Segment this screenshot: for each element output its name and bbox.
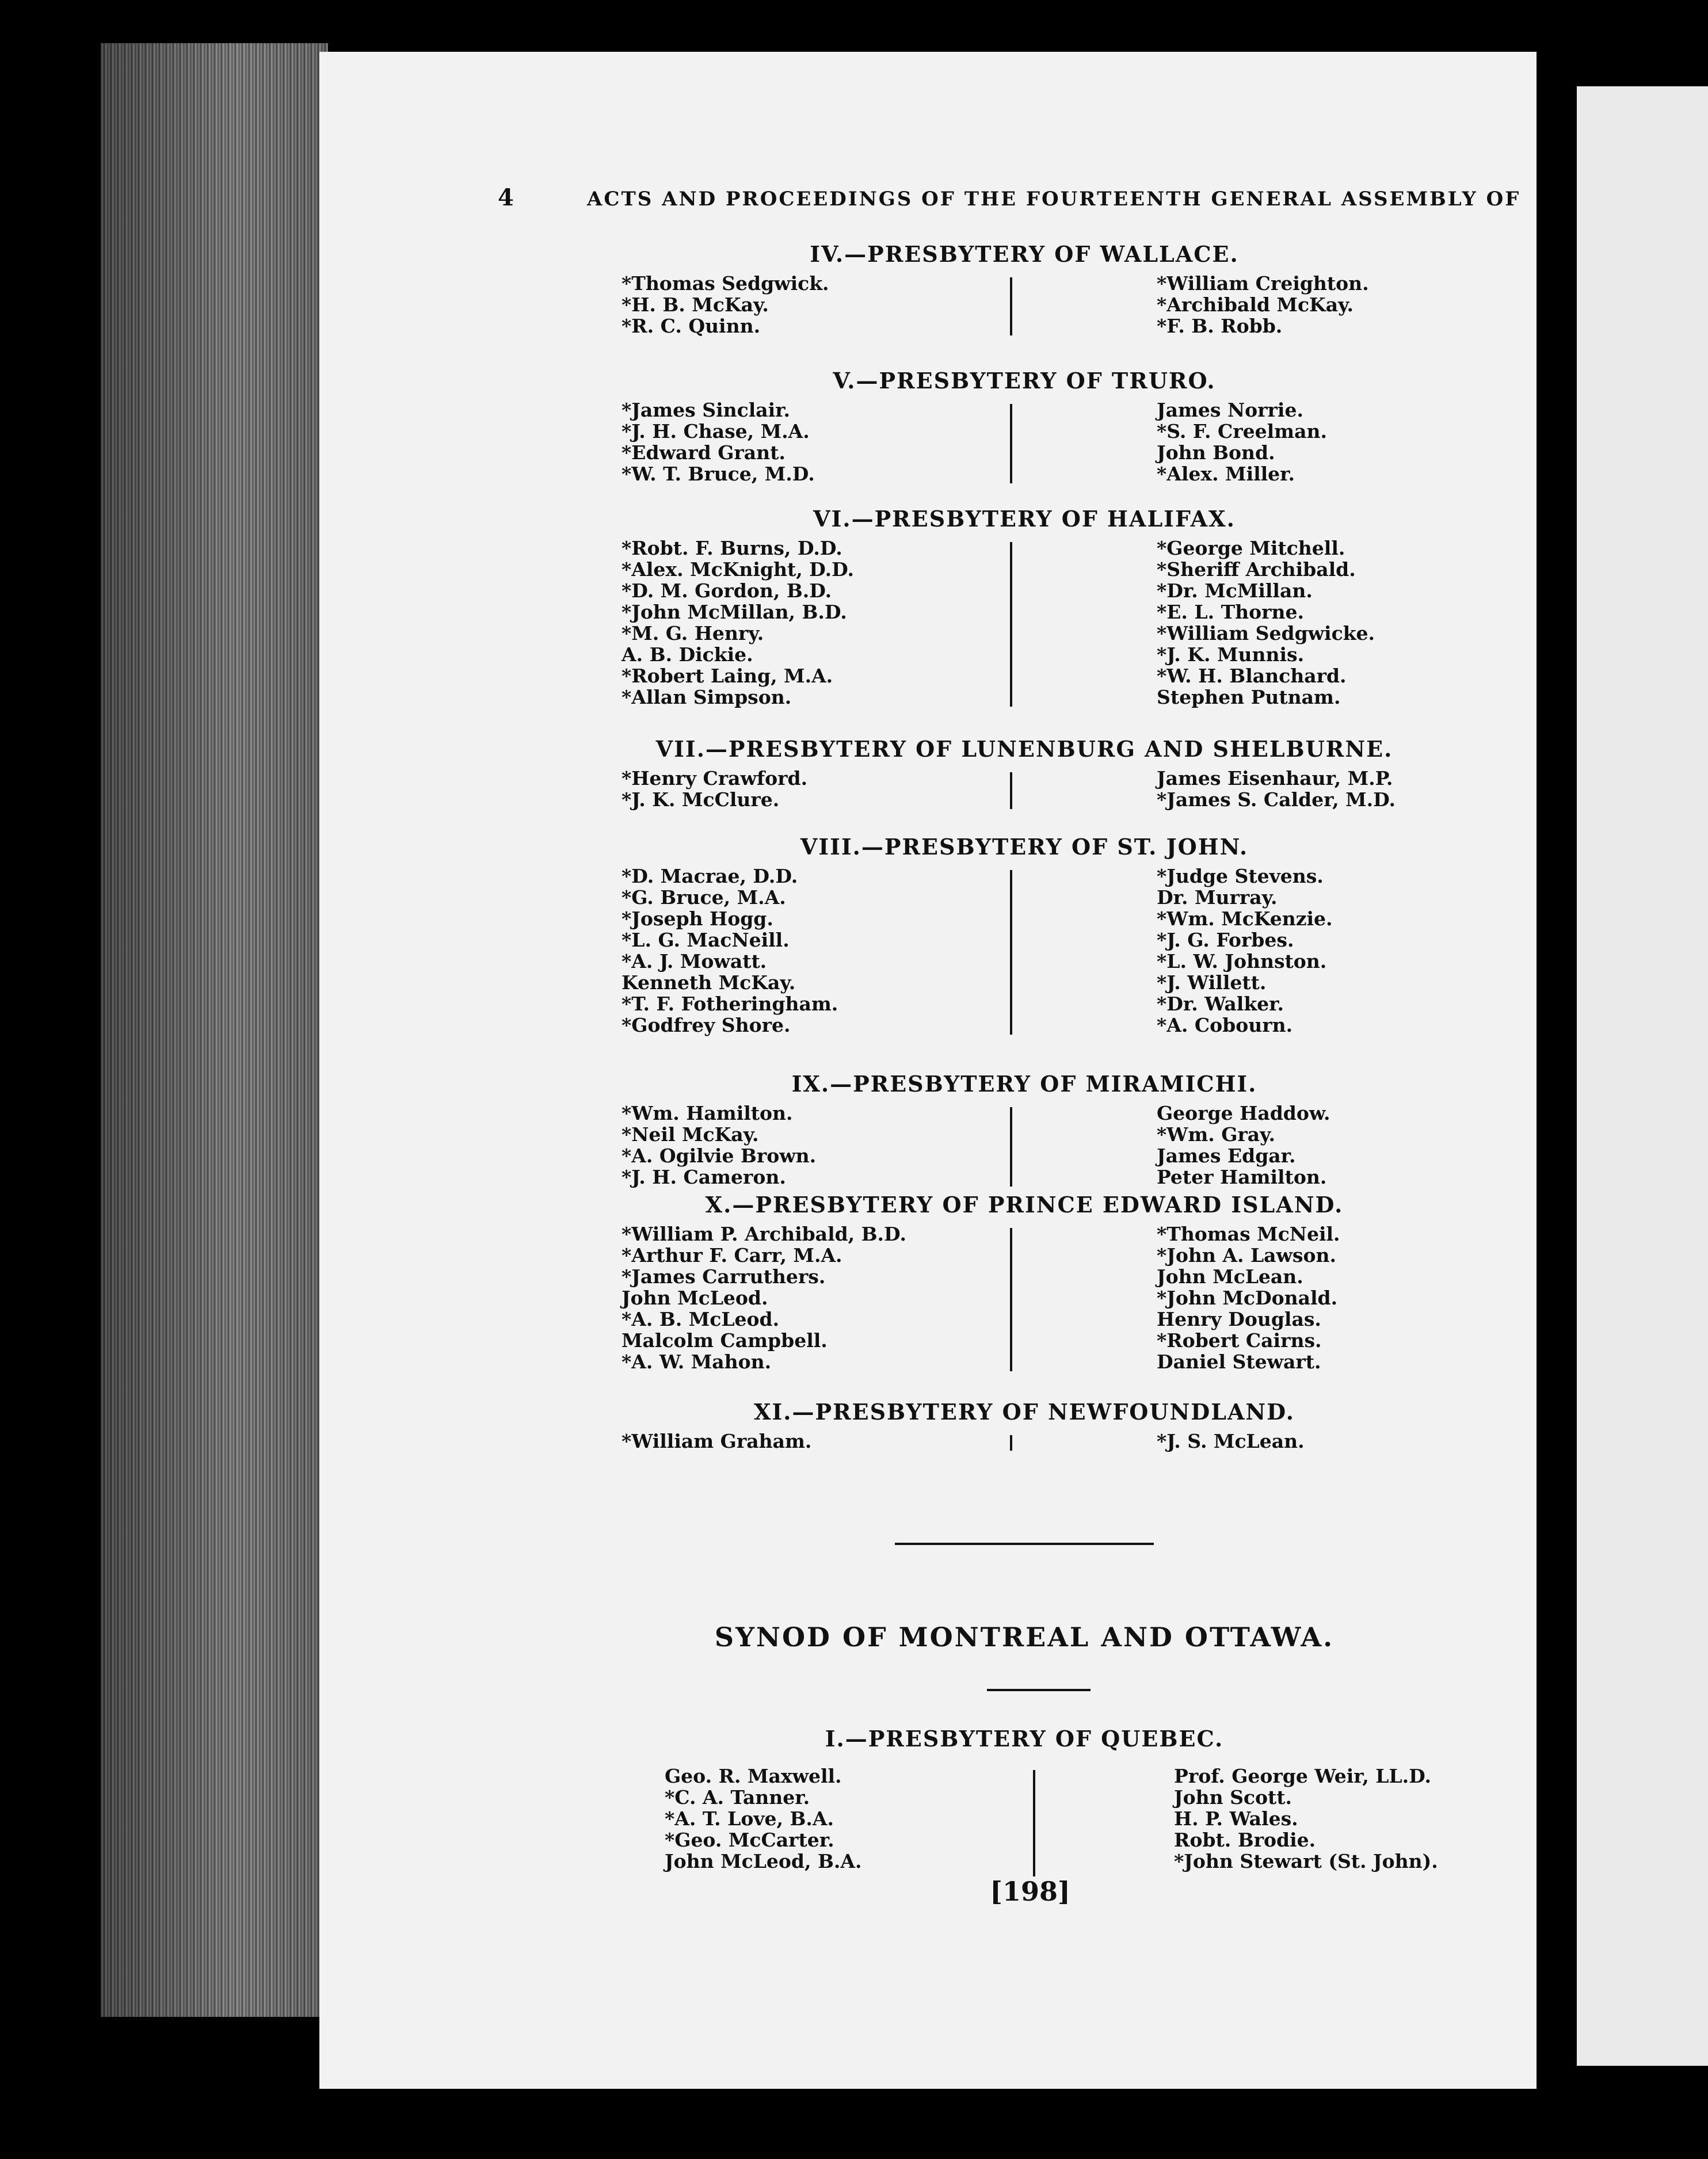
delegate-name: *John Stewart (St. John). — [1174, 1850, 1438, 1872]
delegates-right-column — [1157, 537, 1375, 708]
delegate-name: George Haddow. — [1157, 1102, 1330, 1124]
delegates-left-column — [622, 1431, 811, 1452]
presbytery-section — [622, 241, 1427, 337]
delegate-name: *J. H. Chase, M.A. — [622, 420, 810, 443]
column-divider — [1010, 1435, 1012, 1451]
delegate-name: *William Graham. — [622, 1430, 812, 1452]
presbytery-title: I.—PRESBYTERY OF QUEBEC. — [825, 1726, 1224, 1752]
column-divider — [1010, 1228, 1012, 1371]
delegate-name: *James S. Calder, M.D. — [1157, 788, 1396, 811]
synod-rule — [987, 1689, 1091, 1691]
page-number: 4 — [498, 184, 516, 211]
presbytery-section — [622, 1191, 1427, 1373]
delegate-name: Malcolm Campbell. — [622, 1329, 828, 1352]
delegate-name: *Alex. McKnight, D.D. — [622, 558, 855, 581]
delegates-right-column — [1157, 768, 1396, 810]
delegates-right-column — [1157, 1223, 1340, 1372]
delegate-name: *J. K. McClure. — [622, 788, 780, 811]
delegate-name: James Norrie. — [1157, 399, 1303, 421]
delegate-name: *Thomas McNeil. — [1157, 1223, 1340, 1245]
delegate-name: *R. C. Quinn. — [622, 315, 761, 337]
delegate-name: *M. G. Henry. — [622, 622, 764, 644]
delegate-name: *Arthur F. Carr, M.A. — [622, 1244, 842, 1267]
presbytery-title: VII.—PRESBYTERY OF LUNENBURG AND SHELBURNE. — [655, 736, 1393, 762]
delegates-right-column — [1157, 273, 1369, 337]
delegate-name: *W. T. Bruce, M.D. — [622, 463, 815, 485]
delegate-name: Daniel Stewart. — [1157, 1351, 1321, 1373]
delegate-name: *Judge Stevens. — [1157, 865, 1324, 887]
presbytery-title: XI.—PRESBYTERY OF NEWFOUNDLAND. — [754, 1399, 1295, 1425]
delegates-left-column — [622, 865, 838, 1036]
presbytery-title: VIII.—PRESBYTERY OF ST. JOHN. — [800, 834, 1249, 860]
delegates-left-column — [622, 768, 807, 810]
delegate-name: *Neil McKay. — [622, 1123, 759, 1146]
delegate-name: *J. K. Munnis. — [1157, 643, 1305, 666]
presbytery-title: VI.—PRESBYTERY OF HALIFAX. — [813, 506, 1236, 532]
delegate-name: *J. G. Forbes. — [1157, 929, 1294, 951]
column-divider — [1010, 870, 1012, 1035]
presbytery-section — [622, 1398, 1427, 1452]
delegate-name: Kenneth McKay. — [622, 971, 796, 994]
delegate-name: John McLeod. — [622, 1287, 768, 1309]
delegate-name: John McLean. — [1157, 1265, 1303, 1288]
delegate-name: *James Carruthers. — [622, 1265, 826, 1288]
delegate-name: *Godfrey Shore. — [622, 1014, 791, 1036]
delegate-name: *A. Cobourn. — [1157, 1014, 1293, 1036]
column-divider — [1033, 1770, 1035, 1876]
presbytery-section — [622, 1070, 1427, 1188]
delegates-right-column — [1157, 1103, 1330, 1188]
delegates-left-column — [622, 1103, 816, 1188]
delegate-name: *J. S. McLean. — [1157, 1430, 1305, 1452]
folio-number: [198] — [990, 1876, 1070, 1907]
synod-title: SYNOD OF MONTREAL AND OTTAWA. — [714, 1622, 1335, 1653]
delegate-name: John Bond. — [1157, 441, 1275, 464]
delegate-name: *Henry Crawford. — [622, 767, 808, 789]
delegate-name: *Alex. Miller. — [1157, 463, 1295, 485]
delegate-name: *A. B. McLeod. — [622, 1308, 780, 1330]
delegate-name: *J. Willett. — [1157, 971, 1267, 994]
running-head — [498, 184, 1521, 219]
delegate-name: Geo. R. Maxwell. — [665, 1765, 842, 1787]
delegates-right-column — [1157, 1431, 1305, 1452]
delegate-name: *John A. Lawson. — [1157, 1244, 1337, 1267]
delegate-name: Prof. George Weir, LL.D. — [1174, 1765, 1432, 1787]
delegate-name: *C. A. Tanner. — [665, 1786, 810, 1809]
delegates-left-column — [622, 273, 829, 337]
delegates-right-column — [1174, 1765, 1438, 1872]
column-divider — [1010, 1107, 1012, 1187]
delegates-left-column — [622, 1223, 906, 1372]
delegate-name: *G. Bruce, M.A. — [622, 886, 786, 909]
presbytery-section — [622, 367, 1427, 485]
delegate-name: *Dr. McMillan. — [1157, 579, 1313, 602]
delegate-name: *A. W. Mahon. — [622, 1351, 772, 1373]
delegate-name: *William Creighton. — [1157, 272, 1369, 295]
delegate-name: H. P. Wales. — [1174, 1807, 1298, 1830]
presbytery-section — [622, 735, 1427, 811]
delegate-name: Henry Douglas. — [1157, 1308, 1321, 1330]
delegate-name: *A. T. Love, B.A. — [665, 1807, 834, 1830]
presbytery-quebec — [622, 1725, 1438, 1872]
presbytery-section — [622, 833, 1427, 1036]
delegate-name: *James Sinclair. — [622, 399, 790, 421]
presbytery-title: V.—PRESBYTERY OF TRURO. — [833, 368, 1216, 394]
delegate-name: Stephen Putnam. — [1157, 686, 1341, 708]
delegate-name: *George Mitchell. — [1157, 537, 1345, 559]
delegate-name: *D. M. Gordon, B.D. — [622, 579, 832, 602]
delegate-name: *Wm. McKenzie. — [1157, 907, 1333, 930]
delegate-name: A. B. Dickie. — [622, 643, 753, 666]
book-page-edges — [101, 43, 328, 2017]
delegate-name: *Archibald McKay. — [1157, 293, 1354, 316]
delegate-name: *Wm. Hamilton. — [622, 1102, 793, 1124]
delegate-name: *T. F. Fotheringham. — [622, 993, 838, 1015]
delegate-name: *A. Ogilvie Brown. — [622, 1145, 817, 1167]
delegates-left-column — [622, 399, 815, 485]
delegate-name: *John McMillan, B.D. — [622, 601, 847, 623]
delegate-name: *William P. Archibald, B.D. — [622, 1223, 906, 1245]
delegate-name: *Joseph Hogg. — [622, 907, 773, 930]
facing-page-edge — [1577, 86, 1708, 2066]
delegate-name: *A. J. Mowatt. — [622, 950, 767, 972]
column-divider — [1010, 277, 1012, 335]
presbytery-title: IV.—PRESBYTERY OF WALLACE. — [810, 241, 1239, 267]
delegate-name: *Robert Laing, M.A. — [622, 665, 833, 687]
column-divider — [1010, 772, 1012, 809]
delegate-name: *L. W. Johnston. — [1157, 950, 1327, 972]
delegates-left-column — [622, 537, 854, 708]
presbytery-title: IX.—PRESBYTERY OF MIRAMICHI. — [791, 1071, 1257, 1097]
delegate-name: Peter Hamilton. — [1157, 1166, 1327, 1188]
delegate-name: *E. L. Thorne. — [1157, 601, 1304, 623]
delegate-name: *Sheriff Archibald. — [1157, 558, 1356, 581]
delegate-name: *John McDonald. — [1157, 1287, 1338, 1309]
delegate-name: *Edward Grant. — [622, 441, 786, 464]
delegate-name: *Geo. McCarter. — [665, 1829, 834, 1851]
section-rule — [895, 1543, 1154, 1545]
delegate-name: Dr. Murray. — [1157, 886, 1278, 909]
delegate-name: *William Sedgwicke. — [1157, 622, 1375, 644]
presbytery-title: X.—PRESBYTERY OF PRINCE EDWARD ISLAND. — [705, 1192, 1344, 1218]
delegates-right-column — [1157, 865, 1333, 1036]
delegate-name: *L. G. MacNeill. — [622, 929, 790, 951]
delegate-name: *W. H. Blanchard. — [1157, 665, 1347, 687]
delegate-name: *J. H. Cameron. — [622, 1166, 786, 1188]
column-divider — [1010, 542, 1012, 707]
delegate-name: *S. F. Creelman. — [1157, 420, 1327, 443]
delegate-name: *Robt. F. Burns, D.D. — [622, 537, 842, 559]
delegate-name: Robt. Brodie. — [1174, 1829, 1316, 1851]
delegate-name: John McLeod, B.A. — [665, 1850, 862, 1872]
column-divider — [1010, 404, 1012, 483]
delegate-name: John Scott. — [1174, 1786, 1293, 1809]
running-title: ACTS AND PROCEEDINGS OF THE FOURTEENTH GENERAL ASSEMBLY OF — [587, 188, 1521, 211]
delegate-name: *H. B. McKay. — [622, 293, 769, 316]
delegate-name: *Dr. Walker. — [1157, 993, 1284, 1015]
delegate-name: *Thomas Sedgwick. — [622, 272, 829, 295]
delegate-name: *F. B. Robb. — [1157, 315, 1283, 337]
delegates-left-column — [665, 1765, 861, 1872]
delegate-name: *Allan Simpson. — [622, 686, 792, 708]
delegate-name: James Edgar. — [1157, 1145, 1296, 1167]
presbytery-section — [622, 505, 1427, 708]
delegate-name: James Eisenhaur, M.P. — [1157, 767, 1393, 789]
delegate-name: *D. Macrae, D.D. — [622, 865, 798, 887]
delegate-name: *Robert Cairns. — [1157, 1329, 1322, 1352]
delegates-right-column — [1157, 399, 1327, 485]
delegate-name: *Wm. Gray. — [1157, 1123, 1276, 1146]
